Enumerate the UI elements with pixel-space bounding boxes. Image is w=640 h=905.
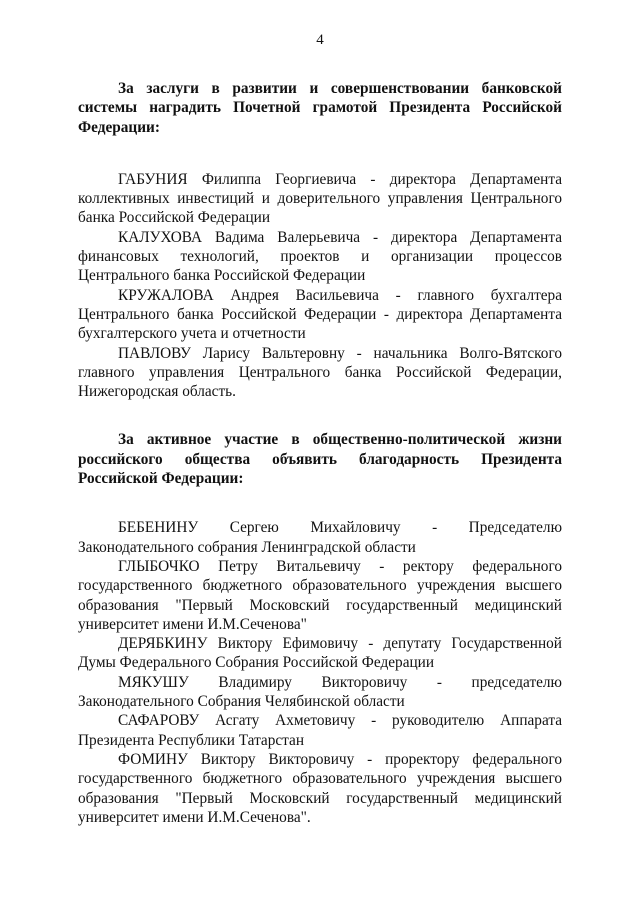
award-entry: ПАВЛОВУ Ларису Вальтеровну - начальника Волго-Вятского главного управления Центрального банка Российской Федерации, Нижегородская область.	[78, 344, 562, 401]
gratitude-entry: ФОМИНУ Виктору Викторовичу - проректору федерального государственного бюджетного образовательного учреждения высшего образования "Первый Московский государственный медицинский университет имени И.М.Сеченова".	[78, 750, 562, 826]
award-entry: ГАБУНИЯ Филиппа Георгиевича - директора Департамента коллективных инвестиций и доверительного управления Центрального банка Российской Федерации	[78, 170, 562, 227]
gratitude-entry: МЯКУШУ Владимиру Викторовичу - председателю Законодательного Собрания Челябинской области	[78, 673, 562, 711]
award-entry: КРУЖАЛОВА Андрея Васильевича - главного бухгалтера Центрального банка Российской Федерации - директора Департамента бухгалтерского учета и отчетности	[78, 286, 562, 343]
page-number: 4	[316, 32, 324, 48]
gratitude-entry: ДЕРЯБКИНУ Виктору Ефимовичу - депутату Государственной Думы Федерального Собрания Российской Федерации	[78, 635, 562, 672]
award-entry: КАЛУХОВА Вадима Валерьевича - директора Департамента финансовых технологий, проектов и организации процессов Центрального банка Российской Федерации	[78, 228, 562, 285]
section-1-heading: За заслуги в развитии и совершенствовании банковской системы наградить Почетной грамотой Президента Российской Федерации:	[78, 80, 562, 136]
gratitude-entry: ГЛЫБОЧКО Петру Витальевичу - ректору федерального государственного бюджетного образовательного учреждения высшего образования "Первый Московский государственный медицинский университет имени И.М.Сеченова"	[78, 557, 562, 633]
gratitude-entry: САФАРОВУ Асгату Ахметовичу - руководителю Аппарата Президента Республики Татарстан	[78, 712, 562, 749]
document-body	[78, 79, 562, 827]
section-2-heading: За активное участие в общественно-политической жизни российского общества объявить благодарность Президента Российской Федерации:	[78, 431, 562, 488]
gratitude-entry: БЕБЕНИНУ Сергею Михайловичу - Председателю Законодательного собрания Ленинградской области	[78, 519, 562, 556]
section-spacer	[78, 401, 562, 430]
